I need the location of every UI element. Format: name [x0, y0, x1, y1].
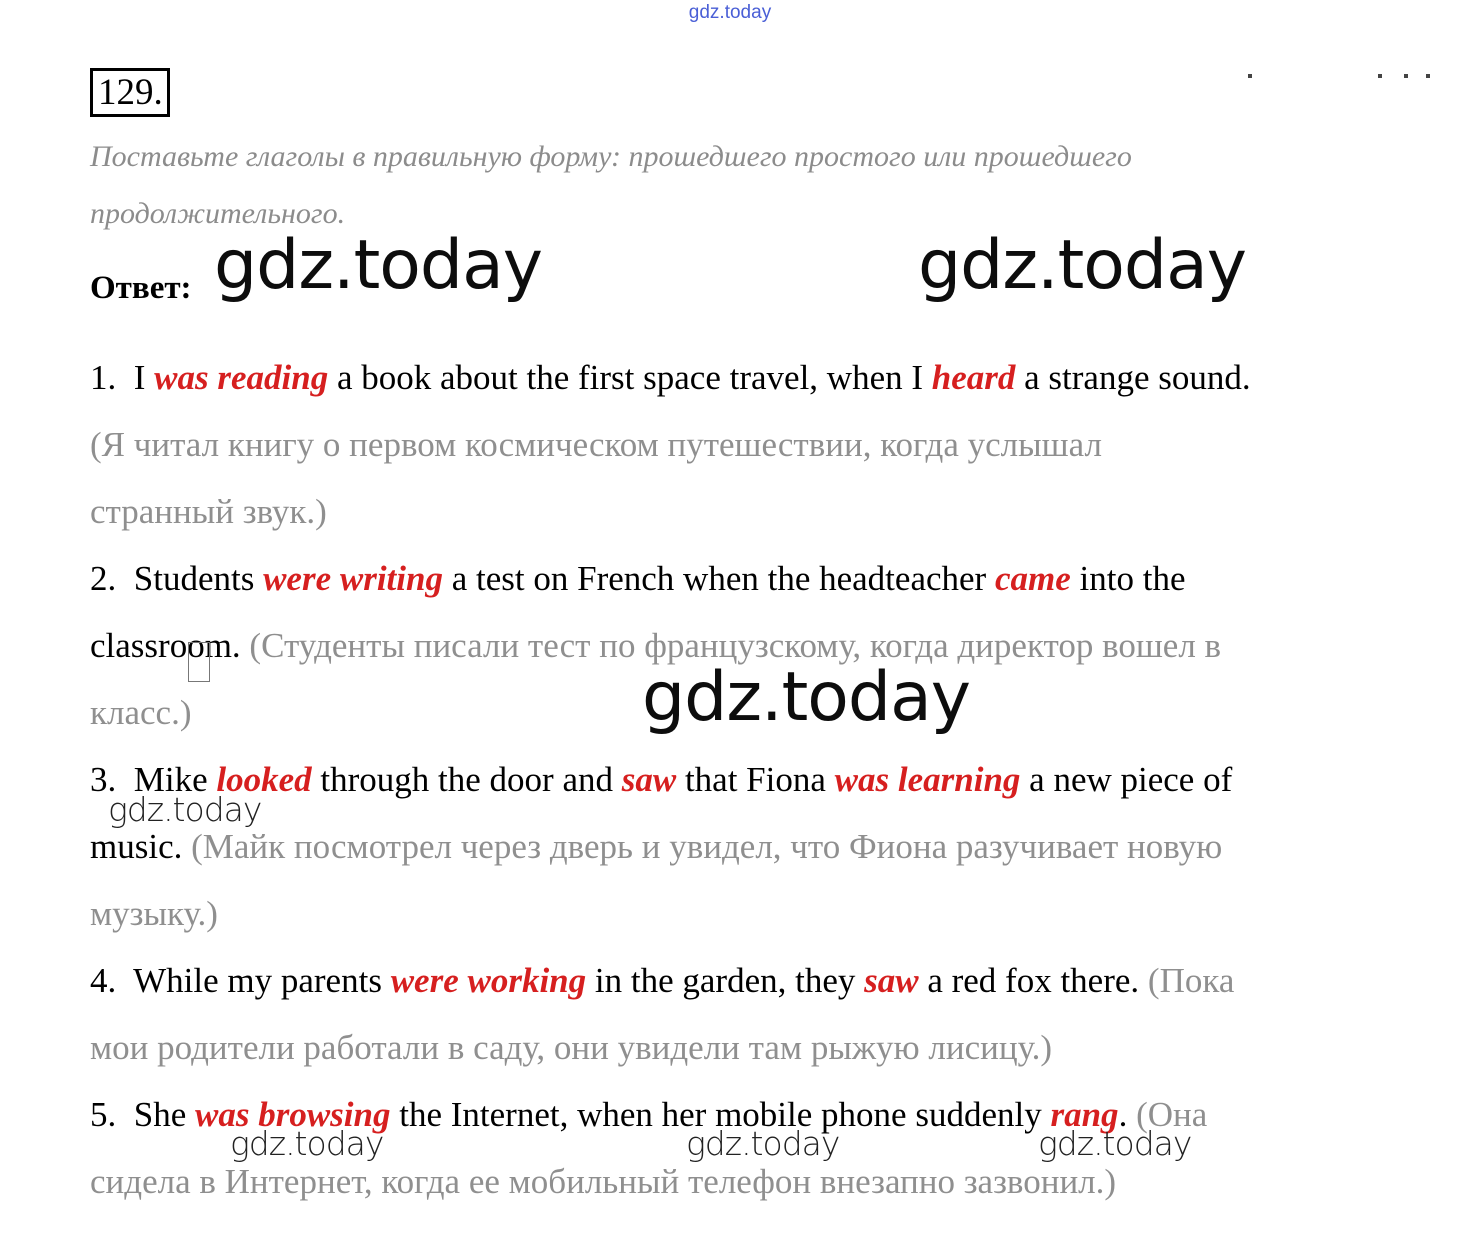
verb-answer: heard	[931, 358, 1016, 397]
item-5-sentence: 5. She was browsing the Internet, when her mobile phone suddenly rang. (Она	[90, 1095, 1208, 1134]
item-2-sentence: 2. Students were writing a test on French when the headteacher came into the	[90, 559, 1186, 598]
verb-answer: looked	[216, 760, 312, 799]
watermark: gdz.today	[918, 226, 1246, 305]
item-3-translation-2: музыку.)	[90, 894, 218, 933]
item-4-sentence: 4. While my parents were working in the garden, they saw a red fox there. (Пока	[90, 961, 1235, 1000]
instruction-line-2: продолжительного.	[90, 197, 346, 230]
item-4-translation-2: мои родители работали в саду, они увидели там рыжую лисицу.)	[90, 1028, 1053, 1067]
watermark: gdz.today	[642, 658, 970, 737]
instruction-line-1: Поставьте глаголы в правильную форму: прошедшего простого или прошедшего	[90, 140, 1132, 173]
scan-mark	[1378, 74, 1382, 78]
scan-mark	[1248, 74, 1252, 78]
verb-answer: were writing	[263, 559, 443, 598]
item-1-translation-1: (Я читал книгу о первом космическом путешествии, когда услышал	[90, 425, 1102, 464]
verb-answer: was learning	[834, 760, 1021, 799]
watermark: gdz.today	[686, 1124, 840, 1163]
scan-mark	[1426, 74, 1430, 78]
verb-answer: was reading	[154, 358, 329, 397]
verb-answer: saw	[621, 760, 677, 799]
watermark-top: gdz.today	[688, 2, 772, 23]
scan-mark	[1404, 74, 1408, 78]
verb-answer: came	[994, 559, 1071, 598]
scan-artifact	[188, 642, 210, 682]
item-3-sentence: 3. Mike looked through the door and saw that Fiona was learning a new piece of	[90, 760, 1233, 799]
watermark: gdz.today	[214, 226, 542, 305]
item-5-translation-2: сидела в Интернет, когда ее мобильный телефон внезапно зазвонил.)	[90, 1162, 1117, 1201]
exercise-number: 129.	[90, 68, 170, 117]
watermark: gdz.today	[108, 790, 262, 829]
answer-label: Ответ:	[90, 270, 192, 306]
item-2-continuation: classroom. (Студенты писали тест по французскому, когда директор вошел в	[90, 626, 1222, 665]
watermark: gdz.today	[1038, 1124, 1192, 1163]
item-2-translation-2: класс.)	[90, 693, 192, 732]
item-1-translation-2: странный звук.)	[90, 492, 327, 531]
verb-answer: saw	[864, 961, 919, 1000]
watermark: gdz.today	[230, 1124, 384, 1163]
verb-answer: rang	[1050, 1095, 1119, 1134]
item-1-sentence: 1. I was reading a book about the first space travel, when I heard a strange sound.	[90, 358, 1251, 397]
item-3-continuation: music. (Майк посмотрел через дверь и увидел, что Фиона разучивает новую	[90, 827, 1223, 866]
verb-answer: were working	[390, 961, 587, 1000]
verb-answer: was browsing	[195, 1095, 391, 1134]
